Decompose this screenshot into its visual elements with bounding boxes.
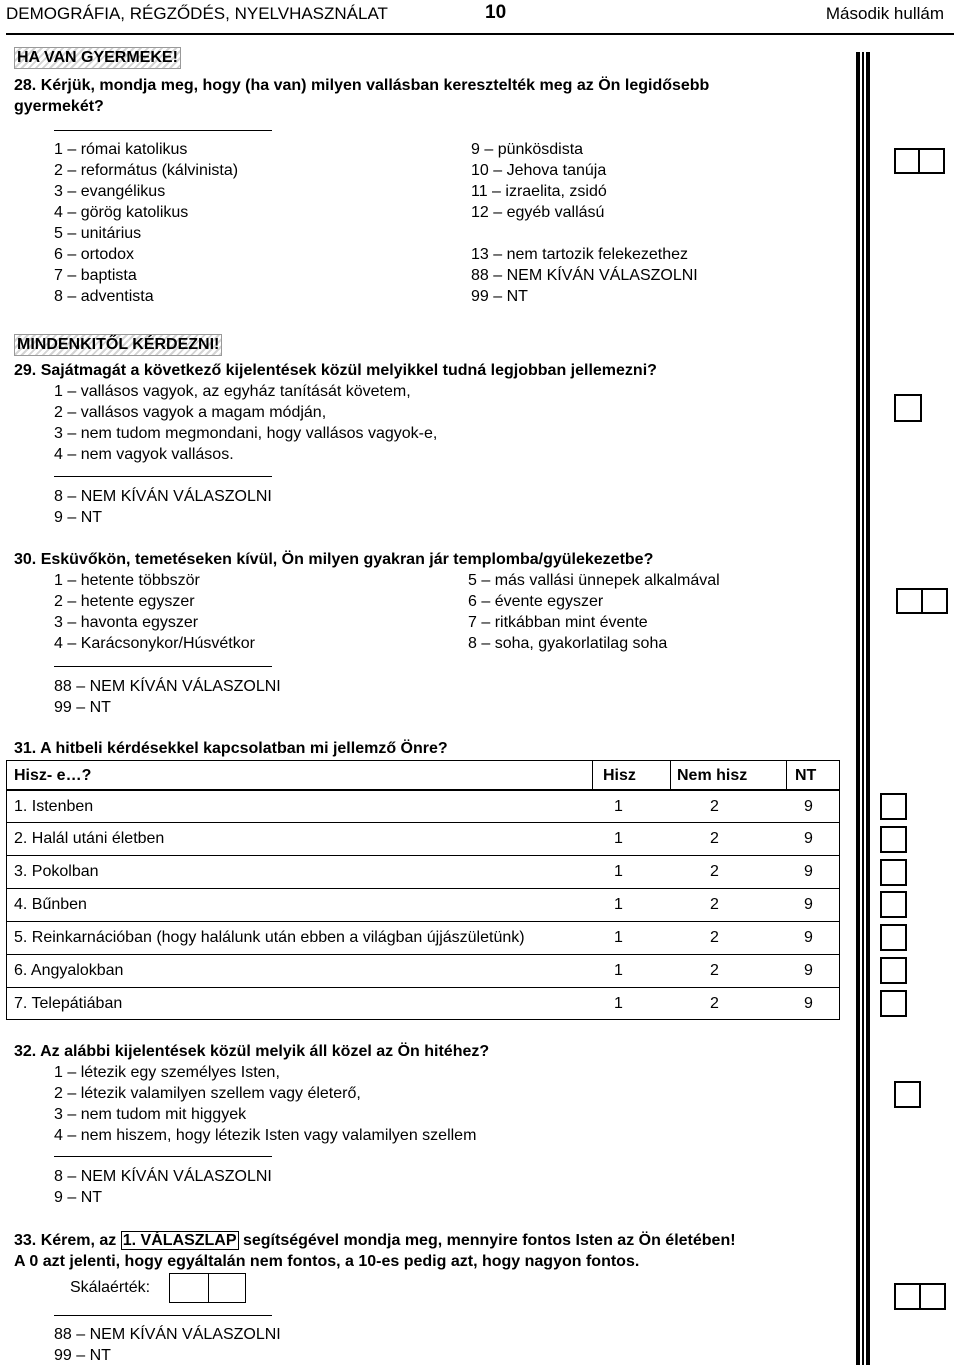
code-not-believe: 2 [710, 863, 719, 880]
option: 3 – havonta egyszer [54, 614, 199, 631]
option: 5 – unitárius [54, 225, 142, 242]
code-believe: 1 [614, 896, 623, 913]
header-believe: Hisz [603, 767, 636, 784]
column-divider [592, 761, 593, 791]
separator-rule [54, 1315, 272, 1316]
code-nt: 9 [804, 896, 813, 913]
q30-answer-box-2[interactable] [921, 588, 948, 614]
option: 4 – görög katolikus [54, 204, 189, 221]
code-nt: 9 [804, 863, 813, 880]
code-nt: 9 [804, 798, 813, 815]
q31-table [6, 760, 840, 1020]
q28-title-line2: gyermekét? [14, 98, 104, 115]
q30-answer-box-1[interactable] [896, 588, 923, 614]
code-not-believe: 2 [710, 929, 719, 946]
code-believe: 1 [614, 962, 623, 979]
header-divider [6, 33, 954, 35]
header-not-believe: Nem hisz [677, 767, 748, 784]
q33-scale-box-2[interactable] [208, 1273, 246, 1303]
q30-options-right [468, 571, 720, 655]
table-row [7, 856, 839, 889]
q33-explanation: A 0 azt jelenti, hogy egyáltalán nem fontos, a 10-es pedig azt, hogy nagyon fontos. [14, 1253, 640, 1270]
q32-options [54, 1063, 476, 1147]
option: 2 – létezik valamilyen szellem vagy életerő, [54, 1085, 361, 1102]
option: 2 – református (kálvinista) [54, 162, 239, 179]
header-nt: NT [795, 767, 817, 784]
row-label: 3. Pokolban [14, 863, 99, 880]
q33-title-start: 33. Kérem, az [14, 1232, 121, 1249]
code-not-believe: 2 [710, 798, 719, 815]
option: 1 – létezik egy személyes Isten, [54, 1064, 280, 1081]
option: 88 – NEM KÍVÁN VÁLASZOLNI [471, 267, 698, 284]
option: 99 – NT [54, 1347, 111, 1364]
row-label: 2. Halál utáni életben [14, 830, 165, 847]
q31-title: 31. A hitbeli kérdésekkel kapcsolatban mi jellemző Önre? [14, 740, 448, 757]
separator-rule [54, 666, 272, 667]
option: 5 – más vallási ünnepek alkalmával [468, 572, 720, 589]
q32-extra-options [54, 1167, 272, 1209]
q29-title: 29. Sajátmagát a következő kijelentések közül melyikkel tudná legjobban jellemezni? [14, 362, 657, 379]
q33-scale-label: Skálaérték: [70, 1279, 151, 1296]
option: 3 – evangélikus [54, 183, 166, 200]
option: 7 – baptista [54, 267, 137, 284]
option: 4 – Karácsonykor/Húsvétkor [54, 635, 255, 652]
column-divider [670, 761, 671, 791]
q31-answer-box-5[interactable] [880, 924, 907, 951]
q33-title-end: segítségével mondja meg, mennyire fontos Isten az Ön életében! [238, 1232, 736, 1249]
q31-answer-box-2[interactable] [880, 826, 907, 853]
code-nt: 9 [804, 929, 813, 946]
option: 1 – vallásos vagyok, az egyház tanítását követem, [54, 383, 411, 400]
option: 4 – nem vagyok vallásos. [54, 446, 234, 463]
page-number: 10 [485, 2, 507, 23]
table-row [7, 922, 839, 955]
q33-response-card: 1. VÁLASZLAP [122, 1232, 237, 1249]
table-row [7, 955, 839, 988]
separator-rule [54, 476, 272, 477]
header-wave: Második hullám [825, 4, 944, 23]
option: 99 – NT [471, 288, 528, 305]
q28-answer-box-1[interactable] [894, 148, 920, 174]
option: 8 – adventista [54, 288, 154, 305]
option: 9 – pünkösdista [471, 141, 584, 158]
q30-extra-options [54, 677, 281, 719]
option: 2 – hetente egyszer [54, 593, 195, 610]
row-label: 6. Angyalokban [14, 962, 124, 979]
option: 88 – NEM KÍVÁN VÁLASZOLNI [54, 678, 281, 695]
q29-answer-box[interactable] [894, 394, 922, 422]
margin-bar [866, 52, 870, 1365]
q31-answer-box-6[interactable] [880, 957, 907, 984]
q31-answer-box-3[interactable] [880, 859, 907, 886]
code-believe: 1 [614, 830, 623, 847]
code-not-believe: 2 [710, 995, 719, 1012]
q33-title [14, 1231, 736, 1251]
instruction-if-child: HA VAN GYERMEKE! [14, 47, 181, 69]
option: 3 – nem tudom megmondani, hogy vallásos vagyok-e, [54, 425, 438, 442]
code-nt: 9 [804, 995, 813, 1012]
option: 9 – NT [54, 1189, 103, 1206]
q31-answer-box-4[interactable] [880, 891, 907, 918]
separator-rule [54, 130, 272, 131]
header-section-title: DEMOGRÁFIA, RÉGZŐDÉS, NYELVHASZNÁLAT [6, 4, 388, 23]
option: 13 – nem tartozik felekezethez [471, 246, 689, 263]
option: 1 – hetente többször [54, 572, 200, 589]
table-header-row [7, 761, 839, 791]
q28-answer-box-2[interactable] [918, 148, 945, 174]
option: 1 – római katolikus [54, 141, 188, 158]
q29-extra-options [54, 487, 272, 529]
q28-options-left [54, 140, 238, 308]
margin-bar [862, 52, 864, 1365]
row-label: 5. Reinkarnációban (hogy halálunk után ebben a világban újjászületünk) [14, 929, 525, 946]
table-row [7, 823, 839, 856]
option: 3 – nem tudom mit higgyek [54, 1106, 247, 1123]
code-believe: 1 [614, 995, 623, 1012]
row-label: 7. Telepátiában [14, 995, 123, 1012]
table-row [7, 988, 839, 1019]
option: 6 – évente egyszer [468, 593, 604, 610]
spacer [471, 224, 698, 245]
code-not-believe: 2 [710, 896, 719, 913]
row-label: 4. Bűnben [14, 896, 87, 913]
header-label: Hisz- e…? [14, 767, 92, 784]
margin-bar [856, 52, 860, 1365]
q30-options-left [54, 571, 255, 655]
option: 10 – Jehova tanúja [471, 162, 607, 179]
option: 7 – ritkábban mint évente [468, 614, 648, 631]
option: 2 – vallásos vagyok a magam módján, [54, 404, 327, 421]
code-not-believe: 2 [710, 962, 719, 979]
q33-answer-box-1[interactable] [894, 1283, 921, 1310]
option: 8 – NEM KÍVÁN VÁLASZOLNI [54, 1168, 272, 1185]
q31-answer-box-7[interactable] [880, 990, 907, 1017]
code-not-believe: 2 [710, 830, 719, 847]
q29-options [54, 382, 437, 466]
code-believe: 1 [614, 798, 623, 815]
column-divider [786, 761, 787, 791]
table-row [7, 889, 839, 922]
option: 8 – soha, gyakorlatilag soha [468, 635, 668, 652]
option: 4 – nem hiszem, hogy létezik Isten vagy valamilyen szellem [54, 1127, 477, 1144]
separator-rule [54, 1156, 272, 1157]
code-nt: 9 [804, 962, 813, 979]
q28-options-right [471, 140, 698, 308]
option: 12 – egyéb vallású [471, 204, 605, 221]
code-believe: 1 [614, 863, 623, 880]
q28-title-line1: 28. Kérjük, mondja meg, hogy (ha van) milyen vallásban keresztelték meg az Ön legidősebb [14, 77, 710, 94]
option: 11 – izraelita, zsidó [471, 183, 607, 200]
q33-scale-box-1[interactable] [169, 1273, 209, 1303]
table-row [7, 791, 839, 823]
q30-title: 30. Esküvőkön, temetéseken kívül, Ön milyen gyakran jár templomba/gyülekezetbe? [14, 551, 654, 568]
q31-answer-box-1[interactable] [880, 793, 907, 820]
q32-answer-box[interactable] [894, 1081, 921, 1108]
code-nt: 9 [804, 830, 813, 847]
row-label: 1. Istenben [14, 798, 94, 815]
option: 6 – ortodox [54, 246, 135, 263]
q33-extra-options [54, 1325, 281, 1367]
option: 8 – NEM KÍVÁN VÁLASZOLNI [54, 488, 272, 505]
q33-answer-box-2[interactable] [919, 1283, 946, 1310]
code-believe: 1 [614, 929, 623, 946]
option: 99 – NT [54, 699, 111, 716]
option: 88 – NEM KÍVÁN VÁLASZOLNI [54, 1326, 281, 1343]
instruction-ask-everyone: MINDENKITŐL KÉRDEZNI! [14, 334, 222, 356]
option: 9 – NT [54, 509, 103, 526]
q32-title: 32. Az alábbi kijelentések közül melyik áll közel az Ön hitéhez? [14, 1043, 490, 1060]
